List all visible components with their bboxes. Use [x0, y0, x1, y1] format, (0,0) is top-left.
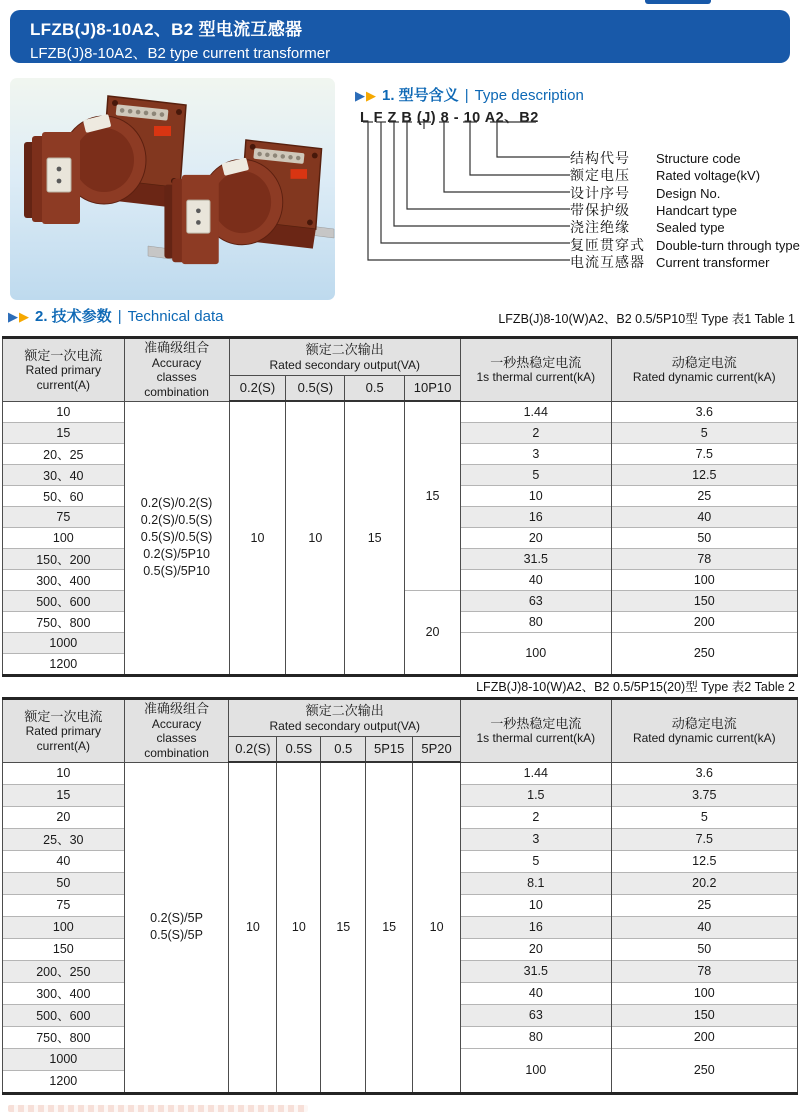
- cell-primary-current: 30、40: [3, 464, 125, 485]
- cell-primary-current: 40: [3, 850, 125, 872]
- cell-thermal-current: 16: [461, 506, 612, 527]
- cell-secondary-output-2: 15: [345, 401, 405, 675]
- cell-primary-current: 750、800: [3, 1026, 125, 1048]
- cell-thermal-current: 31.5: [461, 960, 612, 982]
- th-output-class-3: 5P15: [366, 737, 413, 763]
- code-label-row: [570, 165, 760, 182]
- code-label-en: Sealed type: [656, 220, 725, 236]
- cell-thermal-current: 16: [461, 916, 612, 938]
- th-output-class-1: 0.5S: [277, 737, 321, 763]
- cell-primary-current: 50: [3, 872, 125, 894]
- cell-dynamic-current: 3.75: [611, 784, 797, 806]
- code-label-row: [570, 200, 737, 217]
- section1-heading: [355, 84, 584, 105]
- cell-dynamic-current: 40: [611, 506, 797, 527]
- cell-thermal-current: 1.44: [461, 762, 612, 784]
- section2-title-en: Technical data: [127, 308, 224, 325]
- cell-dynamic-current: 7.5: [611, 443, 797, 464]
- cell-dynamic-current: 3.6: [611, 762, 797, 784]
- code-label-row: [570, 217, 725, 234]
- cell-primary-current: 20、25: [3, 443, 125, 464]
- cell-accuracy-classes: 0.2(S)/5P 0.5(S)/5P: [124, 762, 229, 1093]
- section-arrow-blue-icon: ▶: [8, 309, 18, 324]
- th-dynamic-current: 动稳定电流 Rated dynamic current(kA): [611, 338, 797, 402]
- cell-primary-current: 500、600: [3, 1004, 125, 1026]
- cell-primary-current: 10: [3, 762, 125, 784]
- th-secondary-output: 额定二次输出 Rated secondary output(VA): [229, 338, 461, 376]
- cell-primary-current: 50、60: [3, 485, 125, 506]
- cell-primary-current: 1000: [3, 1048, 125, 1070]
- transformer-illustration: [10, 78, 335, 300]
- heading-separator: |: [464, 87, 469, 104]
- code-label-en: Rated voltage(kV): [656, 168, 761, 184]
- cell-thermal-current: 20: [461, 527, 612, 548]
- page-title-zh: LFZB(J)8-10A2、B2 型电流互感器: [30, 20, 303, 39]
- cell-primary-current: 25、30: [3, 828, 125, 850]
- cell-dynamic-current: 5: [611, 422, 797, 443]
- cell-thermal-current: 40: [461, 569, 612, 590]
- cell-dynamic-current: 12.5: [611, 464, 797, 485]
- cell-secondary-output-0: 10: [229, 762, 277, 1093]
- code-label-en: Design No.: [656, 185, 721, 201]
- cell-primary-current: 200、250: [3, 960, 125, 982]
- code-label-row: [570, 235, 800, 252]
- section2-title-zh: 2. 技术参数: [35, 308, 112, 325]
- cell-thermal-current: 1.5: [461, 784, 612, 806]
- code-label-row: [570, 252, 769, 269]
- cell-primary-current: 150: [3, 938, 125, 960]
- cell-thermal-current: 100: [461, 632, 612, 675]
- cell-thermal-current: 3: [461, 828, 612, 850]
- technical-data-table-1: [2, 336, 798, 677]
- th-output-class-4: 5P20: [413, 737, 461, 763]
- th-accuracy-classes: 准确级组合 Accuracy classes combination: [124, 699, 229, 763]
- cell-dynamic-current: 200: [611, 1026, 797, 1048]
- section2-heading: [8, 305, 224, 326]
- th-output-class-0: 0.2(S): [229, 737, 277, 763]
- cell-secondary-output-0: 10: [229, 401, 286, 675]
- title-band: [10, 10, 790, 63]
- section-arrow-blue-icon: ▶: [355, 88, 365, 103]
- cell-primary-current: 20: [3, 806, 125, 828]
- cell-secondary-output-4: 10: [413, 762, 461, 1093]
- cell-primary-current: 1200: [3, 653, 125, 675]
- cell-thermal-current: 20: [461, 938, 612, 960]
- code-label-row: [570, 183, 720, 200]
- data-table: [2, 336, 798, 677]
- code-label-zh: 浇注绝缘: [570, 219, 630, 236]
- cell-primary-current: 10: [3, 401, 125, 422]
- cell-secondary-output-3: 20: [405, 590, 461, 675]
- cell-primary-current: 1000: [3, 632, 125, 653]
- cell-thermal-current: 100: [461, 1048, 612, 1093]
- cell-primary-current: 500、600: [3, 590, 125, 611]
- cell-dynamic-current: 200: [611, 611, 797, 632]
- section1-title-zh: 1. 型号含义: [382, 87, 459, 104]
- cell-primary-current: 300、400: [3, 569, 125, 590]
- cell-primary-current: 75: [3, 894, 125, 916]
- cell-thermal-current: 5: [461, 464, 612, 485]
- cell-dynamic-current: 250: [611, 1048, 797, 1093]
- model-code-labels: [570, 148, 800, 273]
- cell-thermal-current: 80: [461, 611, 612, 632]
- cell-primary-current: 75: [3, 506, 125, 527]
- cell-dynamic-current: 5: [611, 806, 797, 828]
- cell-thermal-current: 40: [461, 982, 612, 1004]
- cell-accuracy-classes: 0.2(S)/0.2(S) 0.2(S)/0.5(S) 0.5(S)/0.5(S) 0.2(S)/5P10 0.5(S)/5P10: [124, 401, 229, 675]
- cell-thermal-current: 2: [461, 422, 612, 443]
- code-label-row: [570, 148, 741, 165]
- code-label-en: Structure code: [656, 151, 741, 166]
- th-accuracy-classes: 准确级组合 Accuracy classes combination: [124, 338, 229, 402]
- cell-dynamic-current: 25: [611, 894, 797, 916]
- cell-thermal-current: 10: [461, 894, 612, 916]
- cell-primary-current: 1200: [3, 1070, 125, 1093]
- cell-primary-current: 100: [3, 527, 125, 548]
- section1-title-en: Type description: [474, 87, 584, 104]
- th-thermal-current: 一秒热稳定电流 1s thermal current(kA): [461, 699, 612, 763]
- cell-dynamic-current: 78: [611, 960, 797, 982]
- th-output-class-3: 10P10: [405, 376, 461, 402]
- cell-thermal-current: 5: [461, 850, 612, 872]
- cell-primary-current: 15: [3, 422, 125, 443]
- cell-dynamic-current: 150: [611, 590, 797, 611]
- heading-separator: |: [117, 308, 122, 325]
- cell-thermal-current: 63: [461, 590, 612, 611]
- code-label-zh: 带保护级: [570, 201, 630, 218]
- cell-thermal-current: 1.44: [461, 401, 612, 422]
- cell-dynamic-current: 100: [611, 982, 797, 1004]
- th-primary-current: 额定一次电流 Rated primary current(A): [3, 338, 125, 402]
- model-code: L F Z B (J) 8 - 10 A2、B2: [360, 110, 539, 126]
- th-output-class-2: 0.5: [345, 376, 405, 402]
- product-photo: [10, 78, 335, 300]
- cell-dynamic-current: 25: [611, 485, 797, 506]
- th-output-class-2: 0.5: [321, 737, 366, 763]
- cell-thermal-current: 63: [461, 1004, 612, 1026]
- cell-dynamic-current: 78: [611, 548, 797, 569]
- cell-primary-current: 750、800: [3, 611, 125, 632]
- cell-dynamic-current: 12.5: [611, 850, 797, 872]
- cell-secondary-output-1: 10: [286, 401, 345, 675]
- cell-thermal-current: 31.5: [461, 548, 612, 569]
- code-label-en: Current transformer: [656, 254, 770, 270]
- cell-primary-current: 150、200: [3, 548, 125, 569]
- table1-caption: LFZB(J)8-10(W)A2、B2 0.5/5P10型 Type 表1 Table 1: [498, 312, 795, 326]
- cell-dynamic-current: 250: [611, 632, 797, 675]
- cell-thermal-current: 8.1: [461, 872, 612, 894]
- cell-thermal-current: 3: [461, 443, 612, 464]
- cell-dynamic-current: 150: [611, 1004, 797, 1026]
- cell-primary-current: 300、400: [3, 982, 125, 1004]
- section-arrow-yellow-icon: ▶: [366, 88, 376, 103]
- th-secondary-output: 额定二次输出 Rated secondary output(VA): [229, 699, 461, 737]
- code-label-zh: 电流互感器: [570, 253, 645, 270]
- cell-dynamic-current: 7.5: [611, 828, 797, 850]
- code-label-zh: 额定电压: [570, 167, 630, 184]
- cutoff-note-remnant: [8, 1105, 308, 1112]
- th-output-class-1: 0.5(S): [286, 376, 345, 402]
- code-label-zh: 复匝贯穿式: [570, 236, 645, 253]
- th-thermal-current: 一秒热稳定电流 1s thermal current(kA): [461, 338, 612, 402]
- page-edge-mark: [645, 0, 711, 4]
- code-label-zh: 设计序号: [570, 184, 630, 201]
- cell-primary-current: 100: [3, 916, 125, 938]
- cell-primary-current: 15: [3, 784, 125, 806]
- cell-thermal-current: 80: [461, 1026, 612, 1048]
- cell-thermal-current: 2: [461, 806, 612, 828]
- cell-dynamic-current: 20.2: [611, 872, 797, 894]
- cell-secondary-output-1: 10: [277, 762, 321, 1093]
- th-primary-current: 额定一次电流 Rated primary current(A): [3, 699, 125, 763]
- section-arrow-yellow-icon: ▶: [19, 309, 29, 324]
- code-label-en: Handcart type: [656, 202, 737, 218]
- cell-dynamic-current: 3.6: [611, 401, 797, 422]
- cell-dynamic-current: 50: [611, 938, 797, 960]
- technical-data-table-2: [2, 697, 798, 1095]
- cell-thermal-current: 10: [461, 485, 612, 506]
- cell-secondary-output-3: 15: [405, 401, 461, 590]
- code-label-zh: 结构代号: [570, 150, 630, 166]
- page-title-en: LFZB(J)8-10A2、B2 type current transformer: [30, 45, 331, 62]
- code-label-en: Double-turn through type: [656, 237, 800, 253]
- cell-dynamic-current: 50: [611, 527, 797, 548]
- th-dynamic-current: 动稳定电流 Rated dynamic current(kA): [611, 699, 797, 763]
- data-table: [2, 697, 798, 1095]
- cell-secondary-output-2: 15: [321, 762, 366, 1093]
- cell-secondary-output-3: 15: [366, 762, 413, 1093]
- cell-dynamic-current: 40: [611, 916, 797, 938]
- th-output-class-0: 0.2(S): [229, 376, 286, 402]
- cell-dynamic-current: 100: [611, 569, 797, 590]
- table2-caption: LFZB(J)8-10(W)A2、B2 0.5/5P15(20)型 Type 表2 Table 2: [476, 680, 795, 694]
